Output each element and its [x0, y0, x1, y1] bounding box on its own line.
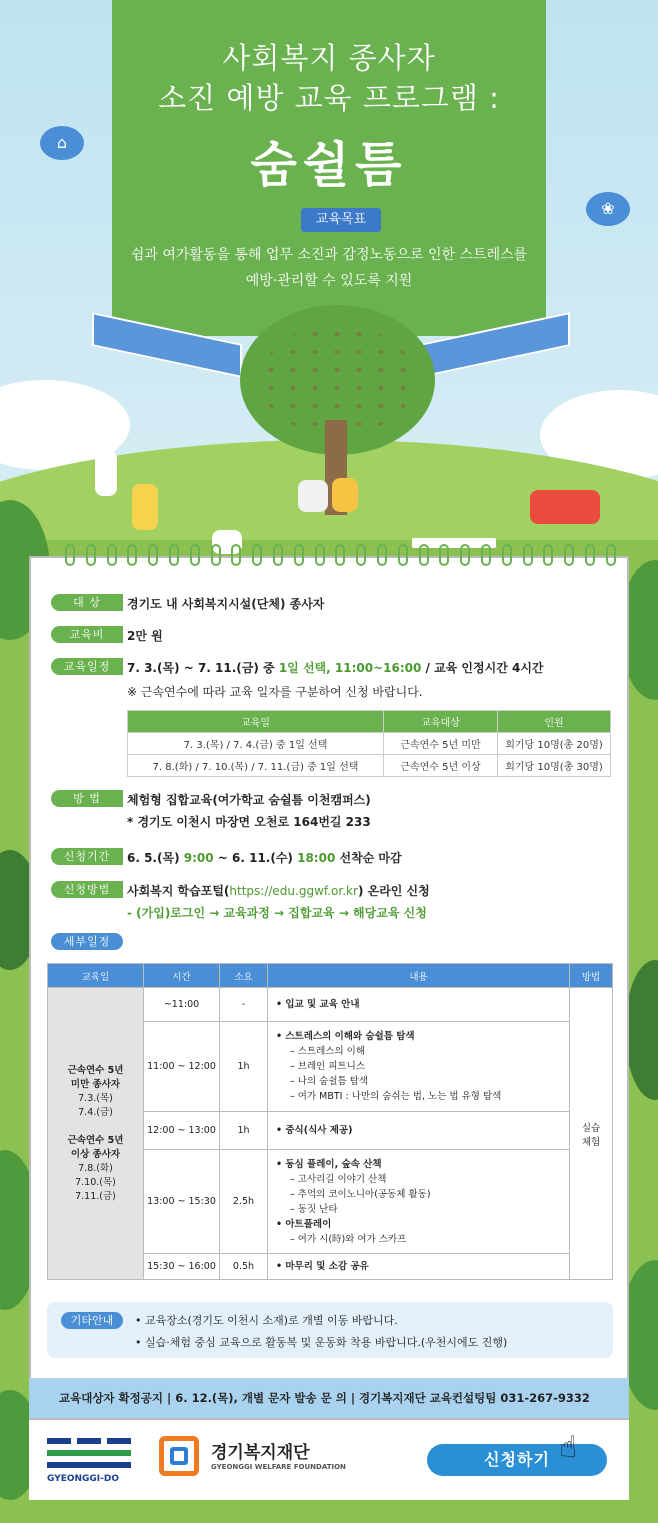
notebook-ring — [86, 544, 96, 566]
schedule-header: 인원 — [498, 711, 611, 733]
label-fee: 교육비 — [51, 626, 123, 643]
table-row — [48, 988, 613, 1022]
time-cell: 12:00 ~ 13:00 — [144, 1112, 220, 1150]
duration-cell: - — [220, 988, 268, 1022]
method-text: 체험 — [581, 1136, 601, 1148]
goal-line-1: 쉼과 여가활동을 통해 업무 소진과 감정노동으로 인한 스트레스를 — [130, 247, 528, 263]
foundation-name: 경기복지재단 — [211, 1443, 310, 1463]
group-text: 미만 종사자 — [70, 1078, 121, 1090]
building-bubble-icon: ⌂ — [40, 126, 84, 160]
schedule-header: 교육대상 — [384, 711, 498, 733]
howto-value — [127, 882, 430, 899]
title-line-2: 소진 예방 교육 프로그램 : — [158, 81, 500, 115]
detail-table — [47, 963, 613, 1280]
notebook-ring — [65, 544, 75, 566]
schedule-note: ※ 근속연수에 따라 교육 일자를 구분하여 신청 바랍니다. — [127, 685, 423, 699]
table-cell: 회기당 10명(총 20명) — [498, 733, 611, 755]
notebook-ring — [294, 544, 304, 566]
group-date: 7.11.(금) — [75, 1190, 116, 1202]
content-line: • 입교 및 교육 안내 — [276, 999, 360, 1010]
table-cell: 7. 8.(화) / 7. 10.(목) / 7. 11.(금) 중 1일 선택 — [128, 755, 384, 777]
group-text: 근속연수 5년 — [67, 1064, 124, 1076]
method-cell — [570, 988, 613, 1280]
notebook-ring — [356, 544, 366, 566]
other-info-tag: 기타안내 — [61, 1312, 123, 1329]
table-row — [128, 755, 611, 777]
notebook-ring — [127, 544, 137, 566]
content-line: • 중식(식사 제공) — [276, 1125, 353, 1136]
notebook-ring — [543, 544, 553, 566]
group-date: 7.10.(목) — [75, 1176, 116, 1188]
label-method: 방 법 — [51, 790, 123, 807]
person-figure — [530, 490, 600, 524]
gyeonggi-logo — [47, 1438, 133, 1468]
content-cell — [268, 988, 570, 1022]
label-period: 신청기간 — [51, 848, 123, 865]
info-card — [29, 556, 629, 1420]
detail-header: 시간 — [144, 964, 220, 988]
label-target: 대 상 — [51, 594, 123, 611]
notebook-ring — [335, 544, 345, 566]
method-value: 체험형 집합교육(여가학교 숨쉴틈 이천캠퍼스) — [127, 793, 371, 807]
detail-header: 교육일 — [48, 964, 144, 988]
portal-link[interactable]: https://edu.ggwf.or.kr — [229, 884, 358, 898]
target-value: 경기도 내 사회복지시설(단체) 종사자 — [127, 597, 325, 611]
notebook-ring — [523, 544, 533, 566]
notebook-ring — [148, 544, 158, 566]
group-date: 7.3.(목) — [78, 1092, 113, 1104]
detail-header: 방법 — [570, 964, 613, 988]
detail-header: 내용 — [268, 964, 570, 988]
table-cell: 근속연수 5년 이상 — [384, 755, 498, 777]
period-note: 선착순 마감 — [335, 851, 402, 865]
label-detail: 세부일정 — [51, 933, 123, 950]
notebook-ring — [107, 544, 117, 566]
gyeonggi-logo-text: GYEONGGI-DO — [47, 1474, 120, 1484]
group-date: 7.4.(금) — [78, 1106, 113, 1118]
duration-cell: 2.5h — [220, 1150, 268, 1254]
pointer-hand-icon: ☝ — [559, 1430, 578, 1465]
duration-cell: 0.5h — [220, 1254, 268, 1280]
schedule-hours: / 교육 인정시간 4시간 — [421, 661, 544, 675]
group-date: 7.8.(화) — [78, 1162, 113, 1174]
time-cell: 15:30 ~ 16:00 — [144, 1254, 220, 1280]
notebook-ring — [169, 544, 179, 566]
notebook-ring — [211, 544, 221, 566]
label-howto: 신청방법 — [51, 881, 123, 898]
table-cell: 7. 3.(목) / 7. 4.(금) 중 1일 선택 — [128, 733, 384, 755]
logo-mark — [47, 1462, 131, 1468]
logo-mark — [77, 1438, 101, 1444]
content-line: – 동짓 난타 — [290, 1203, 338, 1215]
content-line: – 고사리길 이야기 산책 — [290, 1173, 387, 1185]
table-cell: 회기당 10명(총 30명) — [498, 755, 611, 777]
howto-steps: - (가입)로그인 → 교육과정 → 집합교육 → 해당교육 신청 — [127, 906, 427, 920]
logo-mark — [47, 1450, 131, 1456]
period-end: ~ 6. 11.(수) — [213, 851, 298, 865]
footer-bar — [29, 1420, 629, 1500]
notebook-ring — [252, 544, 262, 566]
period-end-time: 18:00 — [297, 851, 336, 865]
foundation-logo-inner — [170, 1447, 188, 1465]
goal-badge: 교육목표 — [301, 208, 381, 232]
notebook-ring — [231, 544, 241, 566]
program-name: 숨쉴틈 — [250, 137, 408, 193]
period-value — [127, 849, 402, 866]
table-cell: 근속연수 5년 미만 — [384, 733, 498, 755]
notebook-ring — [481, 544, 491, 566]
time-cell: 11:00 ~ 12:00 — [144, 1022, 220, 1112]
duration-cell: 1h — [220, 1022, 268, 1112]
goal-line-2: 예방·관리할 수 있도록 지원 — [245, 273, 413, 289]
fee-value: 2만 원 — [127, 629, 163, 643]
notebook-ring — [502, 544, 512, 566]
other-info-line: • 교육장소(경기도 이천시 소재)로 개별 이동 바랍니다. — [135, 1314, 398, 1327]
notebook-ring — [190, 544, 200, 566]
tree-fruits — [260, 325, 415, 435]
schedule-highlight: 1일 선택, 11:00~16:00 — [278, 661, 422, 675]
content-cell — [268, 1150, 570, 1254]
person-figure — [332, 478, 358, 512]
leaf-bubble-icon: ❀ — [586, 192, 630, 226]
duration-cell: 1h — [220, 1112, 268, 1150]
group-text: 근속연수 5년 — [67, 1134, 124, 1146]
logo-mark — [107, 1438, 131, 1444]
content-line: – 나의 숨쉴틈 탐색 — [290, 1076, 369, 1087]
period-start: 6. 5.(목) — [127, 851, 184, 865]
other-info-line: • 실습·체험 중심 교육으로 활동복 및 운동화 착용 바랍니다.(우천시에도 진행) — [135, 1336, 508, 1349]
apply-button[interactable]: 신청하기 — [427, 1444, 607, 1476]
other-info-box — [47, 1302, 613, 1358]
method-address: * 경기도 이천시 마장면 오천로 164번길 233 — [127, 815, 371, 829]
notebook-ring — [398, 544, 408, 566]
content-line: • 동심 플레이, 숲속 산책 — [276, 1158, 382, 1170]
time-cell: ~11:00 — [144, 988, 220, 1022]
howto-online: ) 온라인 신청 — [357, 884, 430, 898]
content-line: • 스트레스의 이해와 숨쉴틈 탐색 — [276, 1031, 415, 1042]
title-line-1: 사회복지 종사자 — [222, 41, 436, 75]
content-line: – 여가 MBTI : 나만의 숨쉬는 법, 노는 법 유형 탐색 — [290, 1091, 502, 1102]
notebook-ring — [315, 544, 325, 566]
notebook-ring — [273, 544, 283, 566]
notebook-ring — [606, 544, 616, 566]
table-row — [128, 733, 611, 755]
detail-header: 소요 — [220, 964, 268, 988]
method-text: 실습 — [581, 1122, 601, 1134]
person-figure — [95, 450, 117, 496]
content-cell — [268, 1254, 570, 1280]
notebook-ring — [585, 544, 595, 566]
howto-portal: 사회복지 학습포털( — [127, 884, 230, 898]
notebook-ring — [419, 544, 429, 566]
content-line: – 추억의 코이노니아(공동체 활동) — [290, 1188, 431, 1200]
group-text: 이상 종사자 — [70, 1148, 121, 1160]
content-line: – 여가 시(時)와 여가 스카프 — [290, 1233, 407, 1245]
content-line: • 아트플레이 — [276, 1218, 332, 1230]
header-panel — [112, 0, 546, 336]
schedule-table — [127, 710, 611, 777]
person-figure — [132, 484, 158, 530]
notebook-ring — [439, 544, 449, 566]
content-cell — [268, 1022, 570, 1112]
content-line: – 스트레스의 이해 — [290, 1046, 366, 1057]
period-start-time: 9:00 — [183, 851, 214, 865]
content-line: – 브레인 피트니스 — [290, 1061, 366, 1072]
time-cell: 13:00 ~ 15:30 — [144, 1150, 220, 1254]
notebook-ring — [460, 544, 470, 566]
person-figure — [298, 480, 328, 512]
foundation-subtitle: GYEONGGI WELFARE FOUNDATION — [211, 1463, 346, 1471]
notebook-ring — [377, 544, 387, 566]
content-line: • 마무리 및 소감 공유 — [276, 1261, 369, 1272]
target-group-cell — [48, 988, 144, 1280]
logo-mark — [47, 1438, 71, 1444]
label-schedule: 교육일정 — [51, 658, 123, 675]
schedule-value — [127, 659, 544, 676]
notice-bar: 교육대상자 확정공지 | 6. 12.(목), 개별 문자 발송 문 의 | 경기복지재단 교육컨설팅팀 031-267-9332 — [29, 1378, 629, 1418]
notebook-ring — [564, 544, 574, 566]
schedule-header: 교육일 — [128, 711, 384, 733]
schedule-range: 7. 3.(목) ~ 7. 11.(금) 중 — [127, 661, 279, 675]
content-cell — [268, 1112, 570, 1150]
